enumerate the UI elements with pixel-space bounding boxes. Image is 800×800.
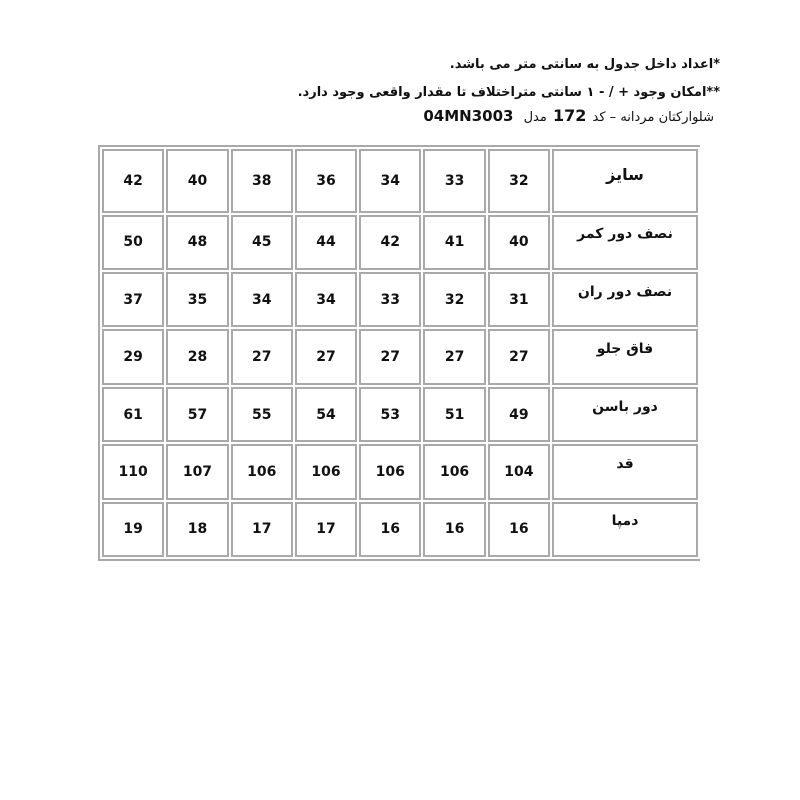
table-row-hip xyxy=(102,387,698,442)
value-cell: 55 xyxy=(231,387,293,442)
row-label: دمپا xyxy=(552,502,698,557)
size-cell: 42 xyxy=(102,149,164,213)
value-cell: 31 xyxy=(488,272,550,327)
value-cell: 54 xyxy=(295,387,357,442)
product-name: شلوارکتان مردانه xyxy=(620,110,714,125)
value-cell: 44 xyxy=(295,215,357,270)
note-units: *اعداد داخل جدول به سانتی متر می باشد. xyxy=(449,57,720,72)
value-cell: 27 xyxy=(231,329,293,384)
value-cell: 41 xyxy=(423,215,485,270)
value-cell: 57 xyxy=(166,387,228,442)
value-cell: 40 xyxy=(488,215,550,270)
value-cell: 106 xyxy=(231,444,293,499)
value-cell: 51 xyxy=(423,387,485,442)
product-model: 04MN3003 xyxy=(423,107,514,125)
table-row-thigh xyxy=(102,272,698,327)
value-cell: 49 xyxy=(488,387,550,442)
value-cell: 37 xyxy=(102,272,164,327)
value-cell: 17 xyxy=(295,502,357,557)
table-row-hem xyxy=(102,502,698,557)
value-cell: 19 xyxy=(102,502,164,557)
value-cell: 45 xyxy=(231,215,293,270)
value-cell: 27 xyxy=(423,329,485,384)
value-cell: 28 xyxy=(166,329,228,384)
product-code: 172 xyxy=(552,106,587,125)
value-cell: 110 xyxy=(102,444,164,499)
value-cell: 29 xyxy=(102,329,164,384)
value-cell: 27 xyxy=(359,329,421,384)
value-cell: 48 xyxy=(166,215,228,270)
value-cell: 106 xyxy=(295,444,357,499)
value-cell: 34 xyxy=(295,272,357,327)
table-row-length xyxy=(102,444,698,499)
value-cell: 53 xyxy=(359,387,421,442)
value-cell: 33 xyxy=(359,272,421,327)
value-cell: 107 xyxy=(166,444,228,499)
row-label: نصف دور کمر xyxy=(552,215,698,270)
value-cell: 42 xyxy=(359,215,421,270)
value-cell: 104 xyxy=(488,444,550,499)
size-table xyxy=(98,145,700,561)
product-title xyxy=(423,106,714,125)
size-cell: 34 xyxy=(359,149,421,213)
table-row-front-rise xyxy=(102,329,698,384)
row-label: نصف دور ران xyxy=(552,272,698,327)
value-cell: 61 xyxy=(102,387,164,442)
value-cell: 35 xyxy=(166,272,228,327)
size-cell: 33 xyxy=(423,149,485,213)
value-cell: 17 xyxy=(231,502,293,557)
value-cell: 50 xyxy=(102,215,164,270)
row-label: فاق جلو xyxy=(552,329,698,384)
value-cell: 16 xyxy=(359,502,421,557)
code-label: – کد xyxy=(592,110,617,125)
model-label: مدل xyxy=(523,110,547,125)
value-cell: 106 xyxy=(359,444,421,499)
value-cell: 18 xyxy=(166,502,228,557)
size-header-row xyxy=(102,149,698,213)
size-cell: 40 xyxy=(166,149,228,213)
size-table-container xyxy=(98,145,700,561)
value-cell: 32 xyxy=(423,272,485,327)
size-header-label: سایز xyxy=(552,149,698,213)
size-cell: 32 xyxy=(488,149,550,213)
value-cell: 27 xyxy=(488,329,550,384)
size-cell: 36 xyxy=(295,149,357,213)
note-tolerance: **امکان وجود + / - ۱ سانتی متراختلاف تا مقدار واقعی وجود دارد. xyxy=(297,85,720,100)
size-cell: 38 xyxy=(231,149,293,213)
value-cell: 106 xyxy=(423,444,485,499)
value-cell: 16 xyxy=(423,502,485,557)
value-cell: 16 xyxy=(488,502,550,557)
table-row-waist xyxy=(102,215,698,270)
row-label: قد xyxy=(552,444,698,499)
row-label: دور باسن xyxy=(552,387,698,442)
value-cell: 27 xyxy=(295,329,357,384)
value-cell: 34 xyxy=(231,272,293,327)
